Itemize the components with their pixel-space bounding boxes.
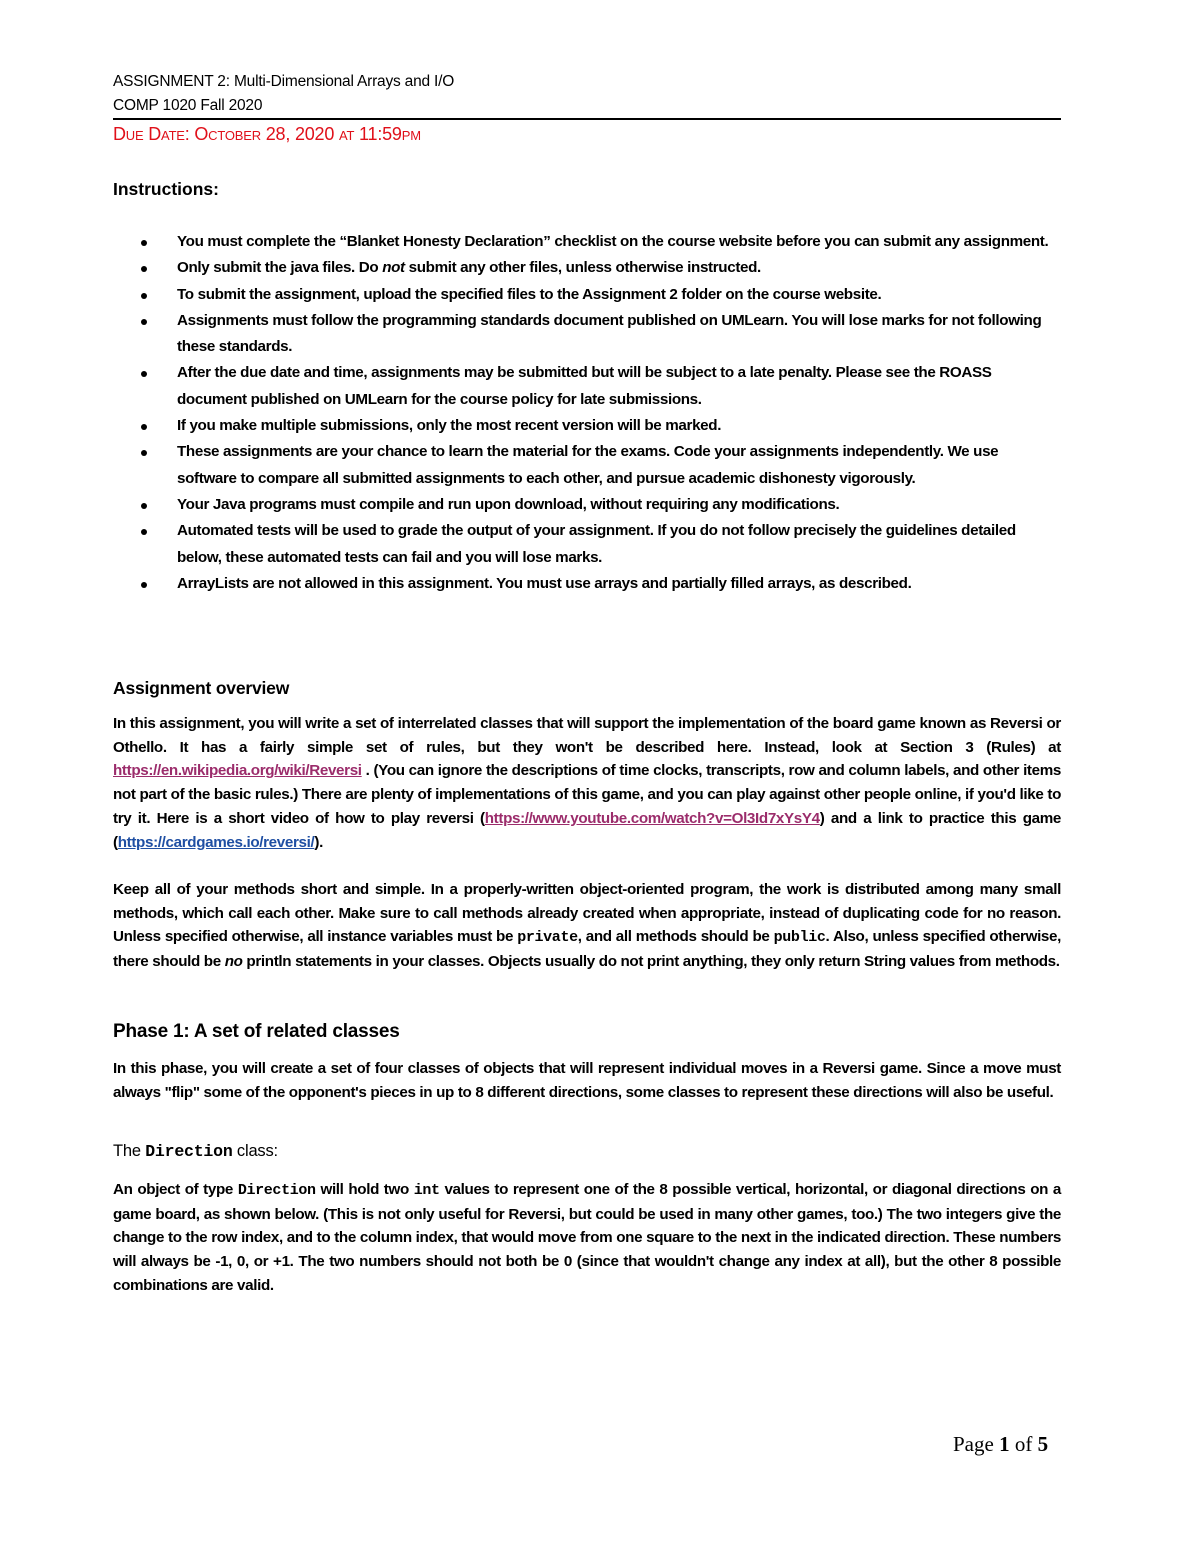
- due-date: Due Date: October 28, 2020 at 11:59pm: [113, 124, 421, 144]
- instructions-heading: Instructions:: [113, 179, 219, 199]
- bullet-icon: [141, 371, 147, 377]
- phase1-paragraph-1: In this phase, you will create a set of four classes of objects that will represent individual moves in a Reversi game. Since a move must always "flip" some of the opponent's pieces in up to 8 different directions, some classes to represent these directions will also be useful.: [113, 1060, 1061, 1101]
- bullet-icon: [141, 450, 147, 456]
- course-label: COMP 1020 Fall 2020: [113, 97, 263, 114]
- phase1-heading: Phase 1: A set of related classes: [113, 1021, 400, 1042]
- header-divider: [113, 118, 1061, 120]
- cardgames-link[interactable]: https://cardgames.io/reversi/: [117, 833, 315, 851]
- instruction-item: ArrayLists are not allowed in this assignment. You must use arrays and partially filled arrays, as described.: [113, 571, 1061, 597]
- overview-paragraph-1: In this assignment, you will write a set of interrelated classes that will support the implementation of the board game known as Reversi or Othello. It has a fairly simple set of rules, but they won't be described here. Instead, look at Section 3 (Rules) at https://en.wikipedia.org/wiki/Reversi . (You can ignore the descriptions of time clocks, transcripts, row and column labels, and other items not part of the basic rules.) There are plenty of implementations of this game, and you can play against other people online, if you'd like to try it. Here is a short video of how to play reversi (https://www.youtube.com/watch?v=Ol3Id7xYsY4) and a link to practice this game (https://cardgames.io/reversi/).: [113, 715, 1061, 851]
- instruction-item: If you make multiple submissions, only the most recent version will be marked.: [113, 413, 1061, 439]
- bullet-icon: [141, 240, 147, 246]
- instruction-item: After the due date and time, assignments may be submitted but will be subject to a late penalty. Please see the ROASS document published on UMLearn for the course policy for late submissions.: [113, 360, 1061, 413]
- phase1-paragraph-2: An object of type Direction will hold two int values to represent one of the 8 possible vertical, horizontal, or diagonal directions on a game board, as shown below. (This is not only useful for Reversi, but could be used in many other games, too.) The two integers give the change to the row index, and to the column index, that would move from one square to the next in the indicated direction. These numbers will always be -1, 0, or +1. The two numbers should not both be 0 (since that wouldn't change any index at all), but the other 8 possible combinations are valid.: [113, 1181, 1061, 1294]
- bullet-icon: [141, 582, 147, 588]
- bullet-icon: [141, 266, 147, 272]
- bullet-icon: [141, 293, 147, 299]
- wikipedia-link[interactable]: https://en.wikipedia.org/wiki/Reversi: [113, 762, 362, 780]
- bullet-icon: [141, 319, 147, 325]
- instructions-list: [113, 229, 1061, 597]
- instruction-item: Automated tests will be used to grade the output of your assignment. If you do not follow precisely the guidelines detailed below, these automated tests can fail and you will lose marks.: [113, 518, 1061, 571]
- overview-heading: Assignment overview: [113, 678, 290, 698]
- bullet-icon: [141, 424, 147, 430]
- page-number: Page 1 of 5: [953, 1432, 1049, 1456]
- keyword-public: public: [773, 929, 826, 947]
- instruction-item: To submit the assignment, upload the specified files to the Assignment 2 folder on the course website.: [113, 282, 1061, 308]
- bullet-icon: [141, 503, 147, 509]
- assignment-title: ASSIGNMENT 2: Multi-Dimensional Arrays and I/O: [113, 73, 455, 90]
- bullet-icon: [141, 529, 147, 535]
- instruction-item: Only submit the java files. Do not submit any other files, unless otherwise instructed.: [113, 255, 1061, 281]
- instruction-item: Assignments must follow the programming standards document published on UMLearn. You will lose marks for not following these standards.: [113, 308, 1061, 361]
- instruction-item: You must complete the “Blanket Honesty Declaration” checklist on the course website before you can submit any assignment.: [113, 229, 1061, 255]
- keyword-private: private: [517, 929, 578, 947]
- youtube-link[interactable]: https://www.youtube.com/watch?v=Ol3Id7xYsY4: [484, 809, 820, 827]
- instruction-item: Your Java programs must compile and run upon download, without requiring any modifications.: [113, 492, 1061, 518]
- instruction-item: These assignments are your chance to learn the material for the exams. Code your assignments independently. We use software to compare all submitted assignments to each other, and pursue academic dishonesty vigorously.: [113, 439, 1061, 492]
- overview-paragraph-2: Keep all of your methods short and simple. In a properly-written object-oriented program, the work is distributed among many small methods, which call each other. Make sure to call methods already created when appropriate, instead of duplicating code for no reason. Unless specified otherwise, all instance variables must be private, and all methods should be public. Also, unless specified otherwise, there should be no println statements in your classes. Objects usually do not print anything, they only return String values from methods.: [113, 881, 1061, 971]
- direction-class-title: The Direction class:: [113, 1142, 278, 1161]
